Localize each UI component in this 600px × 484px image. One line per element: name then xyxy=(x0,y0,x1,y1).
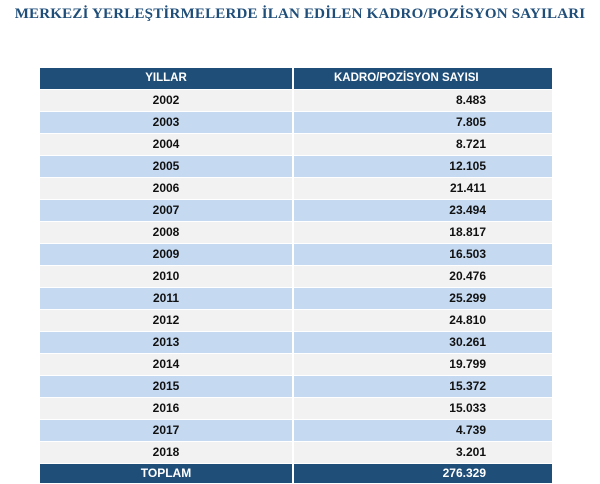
table-row xyxy=(40,222,552,244)
count-cell: 15.372 xyxy=(293,376,552,398)
count-cell: 20.476 xyxy=(293,266,552,288)
total-row xyxy=(40,464,552,484)
year-cell: 2018 xyxy=(40,442,293,464)
table-row xyxy=(40,156,552,178)
count-cell: 21.411 xyxy=(293,178,552,200)
table-row xyxy=(40,112,552,134)
table-row xyxy=(40,134,552,156)
table-row xyxy=(40,332,552,354)
count-cell: 4.739 xyxy=(293,420,552,442)
table-row xyxy=(40,376,552,398)
year-cell: 2012 xyxy=(40,310,293,332)
table-header-row xyxy=(40,68,552,90)
count-cell: 7.805 xyxy=(293,112,552,134)
count-cell: 24.810 xyxy=(293,310,552,332)
year-cell: 2016 xyxy=(40,398,293,420)
year-cell: 2013 xyxy=(40,332,293,354)
table-row xyxy=(40,310,552,332)
count-cell: 25.299 xyxy=(293,288,552,310)
total-value: 276.329 xyxy=(293,464,552,484)
year-cell: 2011 xyxy=(40,288,293,310)
count-cell: 19.799 xyxy=(293,354,552,376)
table-row xyxy=(40,200,552,222)
total-label: TOPLAM xyxy=(40,464,293,484)
column-header-count: KADRO/POZİSYON SAYISI xyxy=(293,68,552,90)
table-row xyxy=(40,244,552,266)
year-cell: 2017 xyxy=(40,420,293,442)
year-cell: 2010 xyxy=(40,266,293,288)
year-cell: 2015 xyxy=(40,376,293,398)
page-title: MERKEZİ YERLEŞTİRMELERDE İLAN EDİLEN KADRO/POZİSYON SAYILARI xyxy=(14,6,586,22)
table-row xyxy=(40,266,552,288)
table-row xyxy=(40,354,552,376)
year-cell: 2009 xyxy=(40,244,293,266)
year-cell: 2005 xyxy=(40,156,293,178)
year-cell: 2002 xyxy=(40,90,293,112)
year-cell: 2007 xyxy=(40,200,293,222)
kadro-table xyxy=(40,68,552,484)
table-row xyxy=(40,442,552,464)
count-cell: 16.503 xyxy=(293,244,552,266)
count-cell: 8.721 xyxy=(293,134,552,156)
count-cell: 12.105 xyxy=(293,156,552,178)
table-row xyxy=(40,398,552,420)
table-row xyxy=(40,420,552,442)
count-cell: 23.494 xyxy=(293,200,552,222)
year-cell: 2004 xyxy=(40,134,293,156)
year-cell: 2006 xyxy=(40,178,293,200)
count-cell: 8.483 xyxy=(293,90,552,112)
table-row xyxy=(40,288,552,310)
table-body xyxy=(40,90,552,464)
year-cell: 2014 xyxy=(40,354,293,376)
year-cell: 2008 xyxy=(40,222,293,244)
table-row xyxy=(40,178,552,200)
count-cell: 15.033 xyxy=(293,398,552,420)
count-cell: 30.261 xyxy=(293,332,552,354)
count-cell: 18.817 xyxy=(293,222,552,244)
table-row xyxy=(40,90,552,112)
count-cell: 3.201 xyxy=(293,442,552,464)
column-header-years: YILLAR xyxy=(40,68,293,90)
year-cell: 2003 xyxy=(40,112,293,134)
